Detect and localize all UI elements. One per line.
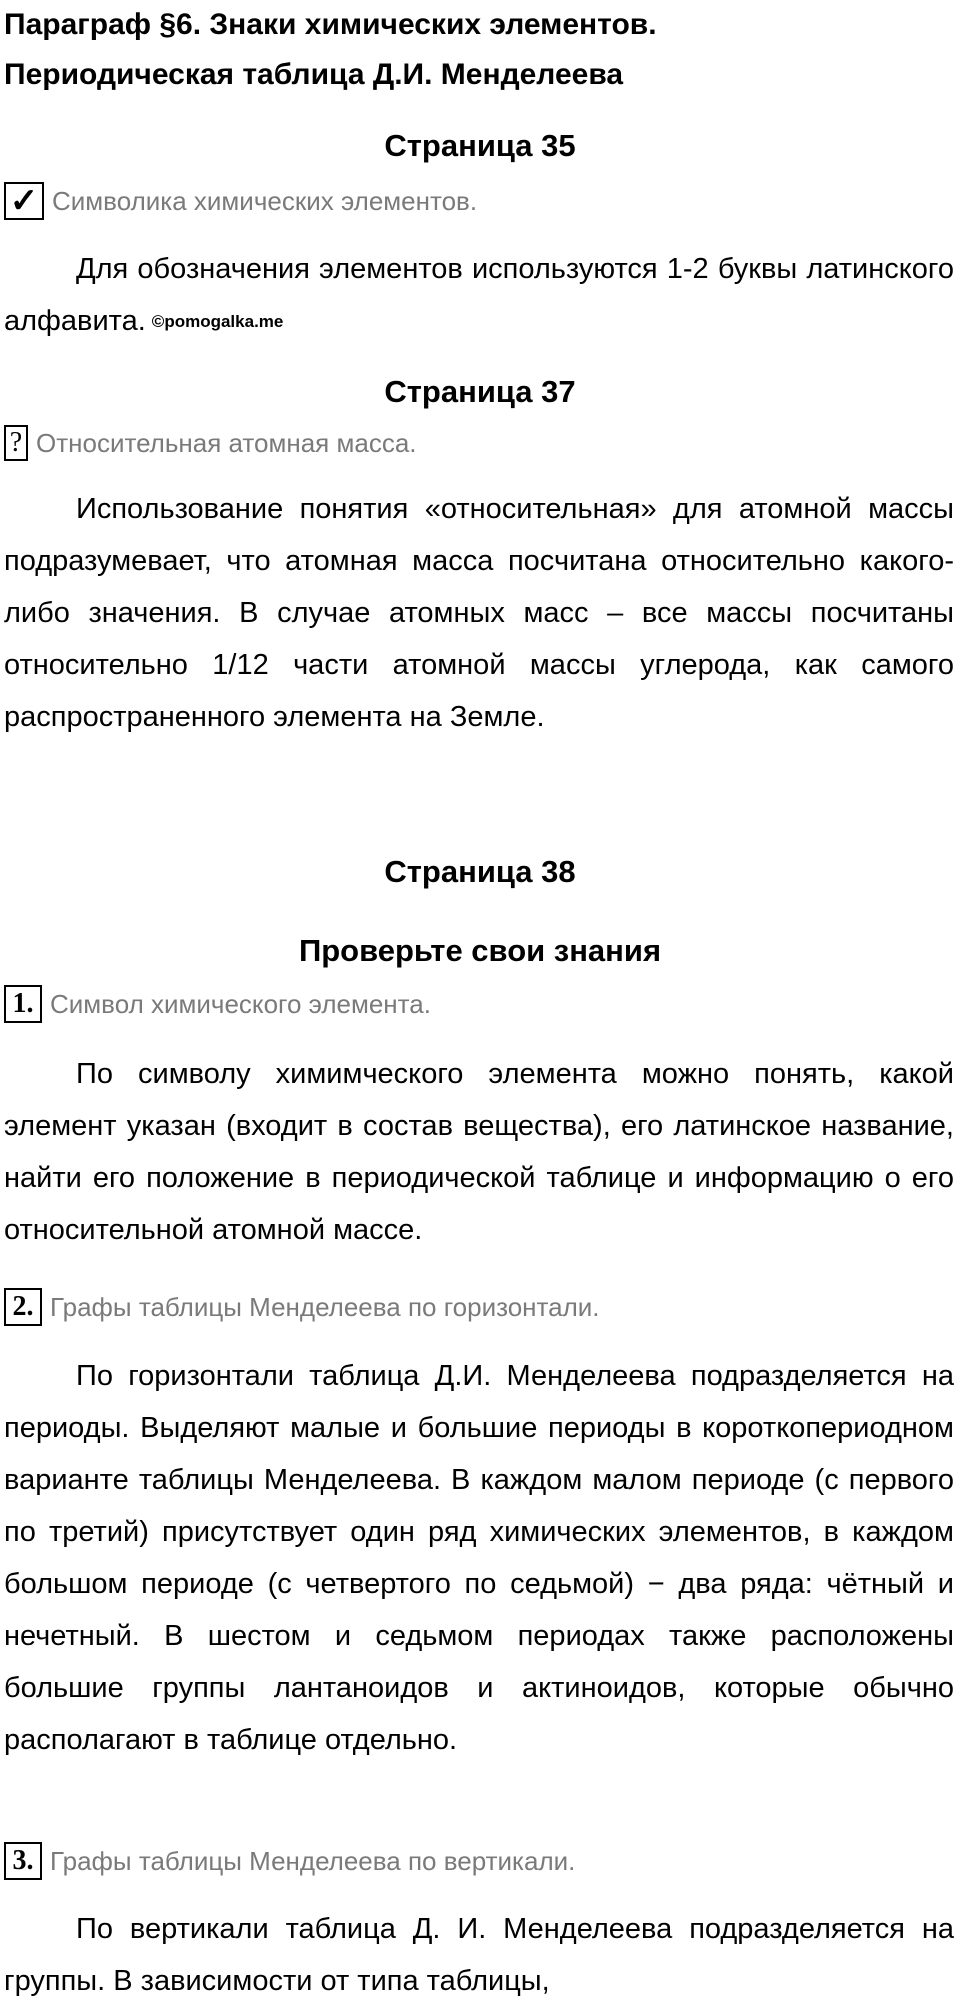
page-37-text-block <box>4 483 954 743</box>
page-37-text: Использование понятия «относительная» для атомной массы подразумевает, что атомная масса посчитана относительно какого-либо значения. В случае атомных масс – все массы посчитаны относительно 1/12 части атомной массы углерода, как самого распространенного элемента на Земле. <box>4 493 954 733</box>
question-3-marker <box>4 1842 575 1880</box>
question-3-answer: По вертикали таблица Д. И. Менделеева подразделяется на группы. В зависимости от типа таблицы, <box>4 1913 954 1997</box>
page-35-marker-label: Символика химических элементов. <box>52 185 478 216</box>
page-35-text: Для обозначения элементов используются 1-2 буквы латинского алфавита. <box>4 253 954 337</box>
question-2-number: 2. <box>4 1288 42 1326</box>
question-1-label: Символ химического элемента. <box>50 988 431 1019</box>
page-38-heading: Страница 38 <box>384 854 576 889</box>
title-line-1: Параграф §6. Знаки химических элементов. <box>4 8 657 41</box>
page-37-marker-label: Относительная атомная масса. <box>36 427 417 458</box>
question-1-answer: По символу химимческого элемента можно понять, какой элемент указан (входит в состав вещества), его латинское название, найти его положение в периодической таблице и информацию о его относительной атомной массе. <box>4 1058 954 1246</box>
question-1-marker <box>4 985 431 1023</box>
question-2-marker <box>4 1288 600 1326</box>
question-1-number: 1. <box>4 985 42 1023</box>
page-37-marker <box>4 424 417 462</box>
question-3-label: Графы таблицы Менделеева по вертикали. <box>50 1845 576 1876</box>
page-37-heading: Страница 37 <box>384 374 576 409</box>
page-38-subheading: Проверьте свои знания <box>298 933 662 968</box>
question-icon: ? <box>4 425 28 461</box>
page-35-text-block <box>4 243 954 348</box>
document-title <box>4 0 954 100</box>
question-2-answer-block <box>4 1350 954 1766</box>
watermark: ©pomogalka.me <box>151 312 284 331</box>
question-2-label: Графы таблицы Менделеева по горизонтали. <box>50 1291 600 1322</box>
checkmark-icon: ✓ <box>4 182 44 220</box>
question-3-answer-block <box>4 1903 954 2007</box>
page-35-marker <box>4 182 477 220</box>
question-1-answer-block <box>4 1048 954 1256</box>
title-line-2: Периодическая таблица Д.И. Менделеева <box>4 58 624 91</box>
page-35-heading: Страница 35 <box>384 128 576 163</box>
question-2-answer: По горизонтали таблица Д.И. Менделеева подразделяется на периоды. Выделяют малые и большие периоды в короткопериодном варианте таблицы Менделеева. В каждом малом периоде (с первого по третий) присутствует один ряд химических элементов, в каждом большом периоде (с четвертого по седьмой) − два ряда: чётный и нечетный. В шестом и седьмом периодах также расположены большие группы лантаноидов и актиноидов, которые обычно располагают в таблице отдельно. <box>4 1360 954 1756</box>
question-3-number: 3. <box>4 1842 42 1880</box>
